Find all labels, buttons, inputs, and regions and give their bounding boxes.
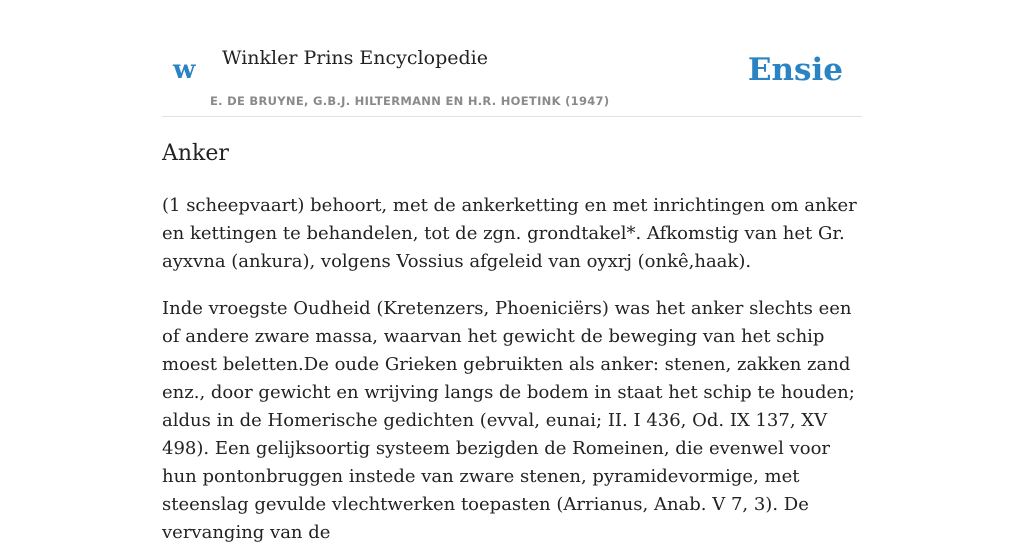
publication-title[interactable]: Winkler Prins Encyclopedie <box>222 47 488 69</box>
site-header <box>162 0 862 117</box>
publication-logo-icon[interactable]: w <box>173 55 196 85</box>
article-content <box>162 134 862 547</box>
publication-authors: E. DE BRUYNE, G.B.J. HILTERMANN EN H.R. HOETINK (1947) <box>210 94 610 108</box>
ensie-logo[interactable]: Ensie <box>747 52 843 88</box>
article-paragraph: (1 scheepvaart) behoort, met de ankerketting en met inrichtingen om anker en kettingen te behandelen, tot de zgn. grondtakel*. Afkomstig van het Gr. ayxvna (ankura), volgens Vossius afgeleid van oyxrj (onkê,haak). <box>162 195 857 272</box>
article-title: Anker <box>162 141 229 166</box>
article-paragraph: Inde vroegste Oudheid (Kretenzers, Phoeniciërs) was het anker slechts een of andere zware massa, waarvan het gewicht de beweging van het schip moest beletten.De oude Grieken gebruikten als anker: stenen, zakken zand enz., door gewicht en wrijving langs de bodem in staat het schip te houden; aldus in de Homerische gedichten (evval, eunai; II. I 436, Od. IX 137, XV 498). Een gelijksoortig systeem bezigden de Romeinen, die evenwel voor hun pontonbruggen instede van zware stenen, pyramidevormige, met steenslag gevulde vlechtwerken toepasten (Arrianus, Anab. V 7, 3). De vervanging van de <box>162 298 855 543</box>
